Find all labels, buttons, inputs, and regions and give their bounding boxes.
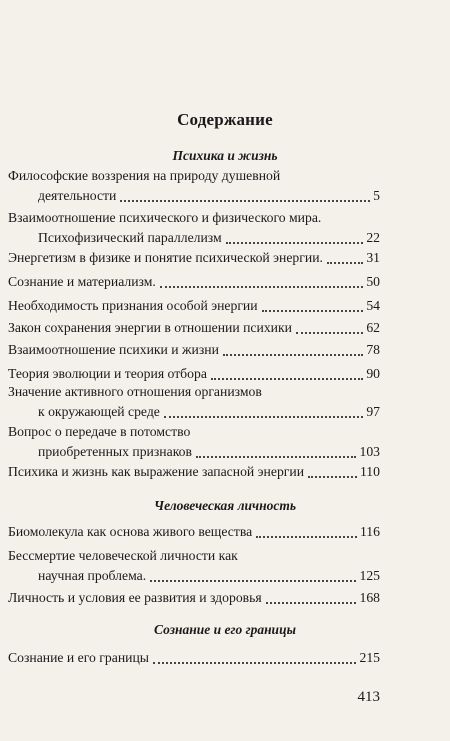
- section-title: Сознание и его границы: [154, 622, 296, 637]
- toc-entry-text: Теория эволюции и теория отбора: [8, 366, 207, 381]
- toc-entry-line: [8, 186, 380, 206]
- toc-page-number: 125: [359, 568, 380, 583]
- toc-entry-text: научная проблема.: [38, 568, 147, 583]
- dot-leader: [296, 332, 363, 334]
- dot-leader: [150, 580, 356, 582]
- toc-entry-line: [8, 382, 380, 402]
- toc-entry-text: Психика и жизнь как выражение запасной энергии: [8, 464, 305, 479]
- toc-entry-line: [8, 364, 380, 384]
- toc-entry-line: [8, 442, 380, 462]
- dot-leader: [153, 662, 356, 664]
- toc-entry-line: [8, 422, 380, 442]
- toc-entry-text: Философские воззрения на природу душевной: [8, 168, 281, 183]
- dot-leader: [226, 242, 364, 244]
- toc-page-number: 62: [366, 320, 380, 335]
- toc-entry[interactable]: [8, 272, 380, 292]
- toc-entry[interactable]: [8, 462, 380, 482]
- section-title: Человеческая личность: [153, 498, 297, 513]
- dot-leader: [164, 416, 363, 418]
- toc-entry-line: [8, 208, 380, 228]
- section-title: Психика и жизнь: [172, 148, 278, 163]
- toc-entry-text: к окружающей среде: [38, 404, 160, 419]
- dot-leader: [256, 536, 357, 538]
- toc-page-number: 215: [359, 650, 380, 665]
- toc-entry-line: [8, 318, 380, 338]
- dot-leader: [262, 310, 364, 312]
- toc-entry-line: [8, 272, 380, 292]
- toc-entry-text: Необходимость признания особой энергии: [8, 298, 258, 313]
- toc-entry-line: [8, 462, 380, 482]
- toc-entry-text: Вопрос о передаче в потомство: [8, 424, 191, 439]
- toc-entry[interactable]: [8, 364, 380, 384]
- toc-entry-text: Психофизический параллелизм: [38, 230, 222, 245]
- toc-entry-text: Взаимоотношение психического и физического мира.: [8, 210, 322, 225]
- toc-entry-text: Энергетизм в физике и понятие психической энергии.: [8, 250, 323, 265]
- page-number: 413: [357, 689, 380, 705]
- toc-entry-line: [8, 522, 380, 542]
- toc-page-number: 22: [366, 230, 380, 245]
- toc-entry-text: Сознание и материализм.: [8, 274, 156, 289]
- toc-entry[interactable]: [8, 382, 380, 422]
- toc-entry[interactable]: [8, 208, 380, 248]
- toc-page-number: 54: [366, 298, 380, 313]
- toc-entry[interactable]: [8, 296, 380, 316]
- toc-entry[interactable]: [8, 422, 380, 462]
- toc-page-number: 103: [359, 444, 380, 459]
- toc-entry[interactable]: [8, 546, 380, 586]
- toc-page-number: 110: [359, 464, 380, 479]
- toc-entry-text: Биомолекула как основа живого вещества: [8, 524, 253, 539]
- toc-entry-line: [8, 546, 380, 566]
- dot-leader: [327, 262, 363, 264]
- dot-leader: [160, 286, 363, 288]
- toc-page-number: 116: [359, 524, 380, 539]
- dot-leader: [120, 200, 370, 202]
- toc-entry-line: [8, 588, 380, 608]
- toc-entry-text: Личность и условия ее развития и здоровья: [8, 590, 262, 605]
- toc-page-number: 5: [373, 188, 380, 203]
- dot-leader: [266, 602, 357, 604]
- toc-entry-line: [8, 296, 380, 316]
- toc-page-number: 168: [359, 590, 380, 605]
- toc-entry-line: [8, 402, 380, 422]
- toc-entry-text: Сознание и его границы: [8, 650, 149, 665]
- toc-entry[interactable]: [8, 588, 380, 608]
- toc-entry-line: [8, 248, 380, 268]
- toc-entry-text: деятельности: [38, 188, 117, 203]
- toc-page-number: 78: [366, 342, 380, 357]
- dot-leader: [211, 378, 363, 380]
- toc-entry-line: [8, 166, 380, 186]
- toc-entry[interactable]: [8, 318, 380, 338]
- toc-entry-text: приобретенных признаков: [38, 444, 192, 459]
- toc-entry-text: Бессмертие человеческой личности как: [8, 548, 238, 563]
- toc-page-number: 90: [366, 366, 380, 381]
- toc-page-number: 97: [366, 404, 380, 419]
- toc-entry-text: Закон сохранения энергии в отношении психики: [8, 320, 292, 335]
- toc-heading: Содержание: [177, 110, 273, 129]
- toc-entry-text: Значение активного отношения организмов: [8, 384, 262, 399]
- toc-entry[interactable]: [8, 648, 380, 668]
- toc-entry[interactable]: [8, 166, 380, 206]
- toc-entry-line: [8, 228, 380, 248]
- toc-entry-text: Взаимоотношение психики и жизни: [8, 342, 219, 357]
- toc-entry-line: [8, 566, 380, 586]
- toc-entry[interactable]: [8, 522, 380, 542]
- toc-page-number: 50: [366, 274, 380, 289]
- toc-entry[interactable]: [8, 340, 380, 360]
- dot-leader: [223, 354, 363, 356]
- toc-page-number: 31: [366, 250, 380, 265]
- toc-entry-line: [8, 340, 380, 360]
- dot-leader: [196, 456, 357, 458]
- dot-leader: [308, 476, 357, 478]
- toc-entry[interactable]: [8, 248, 380, 268]
- toc-entry-line: [8, 648, 380, 668]
